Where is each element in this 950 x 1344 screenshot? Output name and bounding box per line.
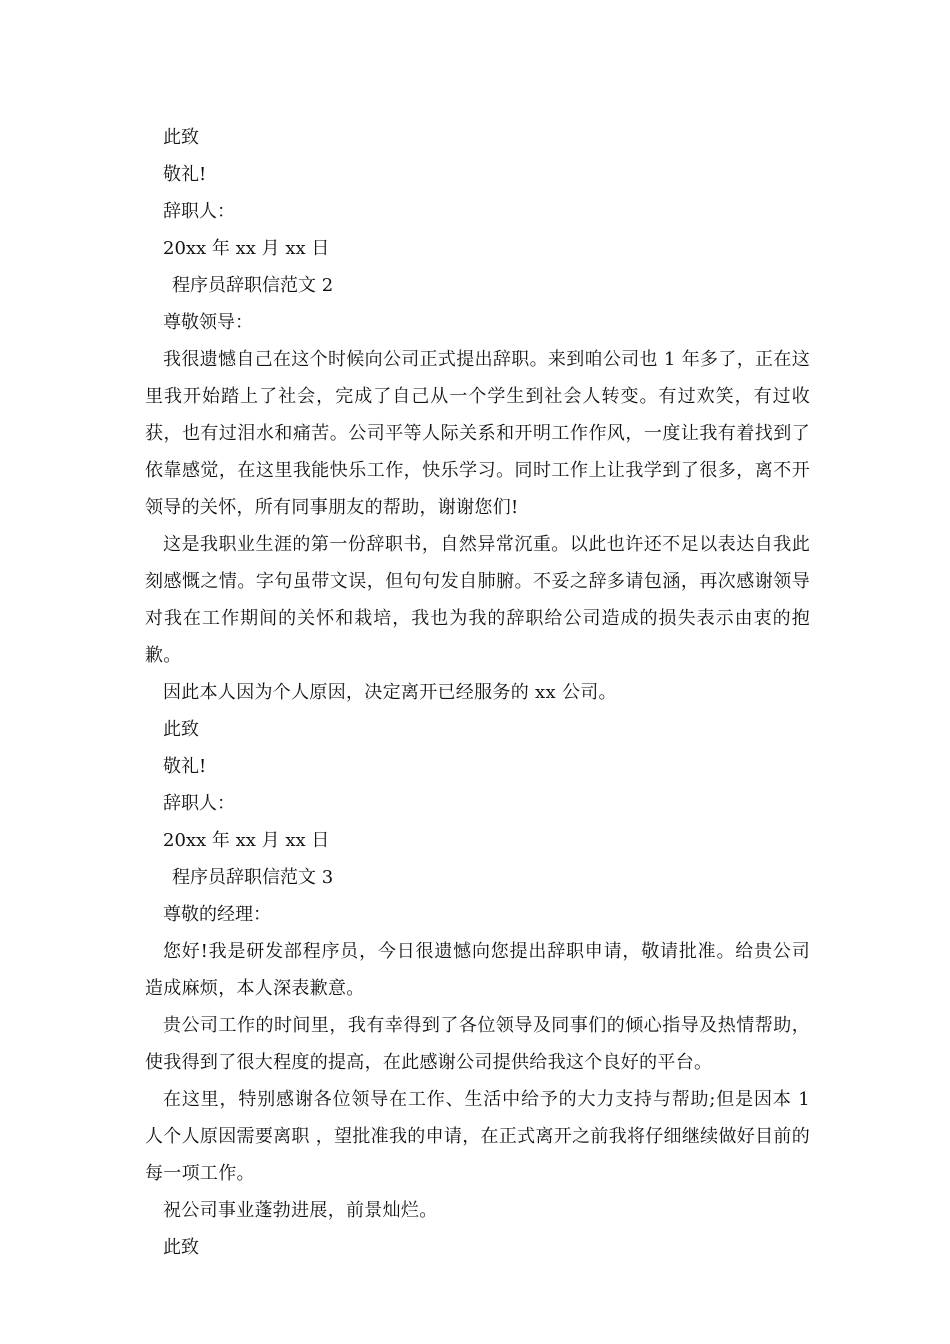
body-paragraph: 您好!我是研发部程序员，今日很遗憾向您提出辞职申请，敬请批准。给贵公司造成麻烦，本人深表歉意。 [145, 941, 810, 999]
body-paragraph: 这是我职业生涯的第一份辞职书，自然异常沉重。以此也许还不足以表达自我此刻感慨之情。字句虽带文误，但句句发自肺腑。不妥之辞多请包涵，再次感谢领导对我在工作期间的关怀和栽培，我也为我的辞职给公司造成的损失表示由衷的抱歉。 [145, 534, 810, 666]
letter-title: 程序员辞职信范文 3 [172, 867, 334, 888]
closing-salutation: 此致 [163, 719, 199, 740]
document-body [145, 119, 810, 1266]
body-paragraph: 我很遗憾自己在这个时候向公司正式提出辞职。来到咱公司也 1 年多了，正在这里我开始踏上了社会，完成了自己从一个学生到社会人转变。有过欢笑，有过收获，也有过泪水和痛苦。公司平等人际关系和开明工作作风，一度让我有着找到了依靠感觉，在这里我能快乐工作，快乐学习。同时工作上让我学到了很多，离不开领导的关怀，所有同事朋友的帮助，谢谢您们! [145, 349, 810, 518]
signature-date: 20xx 年 xx 月 xx 日 [163, 238, 330, 259]
body-paragraph: 因此本人因为个人原因，决定离开已经服务的 xx 公司。 [163, 682, 617, 703]
closing-regards: 敬礼! [163, 756, 207, 777]
closing-regards: 敬礼! [163, 164, 207, 185]
letter-greeting: 尊敬领导： [163, 312, 253, 333]
signer-label: 辞职人： [163, 793, 235, 814]
letter-greeting: 尊敬的经理： [163, 904, 271, 925]
body-paragraph: 在这里，特别感谢各位领导在工作、生活中给予的大力支持与帮助;但是因本 1 人个人原因需要离职 ，望批准我的申请，在正式离开之前我将仔细继续做好目前的每一项工作。 [145, 1089, 810, 1184]
signature-date: 20xx 年 xx 月 xx 日 [163, 830, 330, 851]
letter-title: 程序员辞职信范文 2 [172, 275, 334, 296]
signer-label: 辞职人： [163, 201, 235, 222]
body-paragraph: 祝公司事业蓬勃进展，前景灿烂。 [163, 1200, 438, 1221]
body-paragraph: 贵公司工作的时间里，我有幸得到了各位领导及同事们的倾心指导及热情帮助，使我得到了很大程度的提高，在此感谢公司提供给我这个良好的平台。 [145, 1015, 810, 1073]
closing-salutation: 此致 [163, 127, 199, 148]
closing-salutation: 此致 [163, 1237, 199, 1258]
